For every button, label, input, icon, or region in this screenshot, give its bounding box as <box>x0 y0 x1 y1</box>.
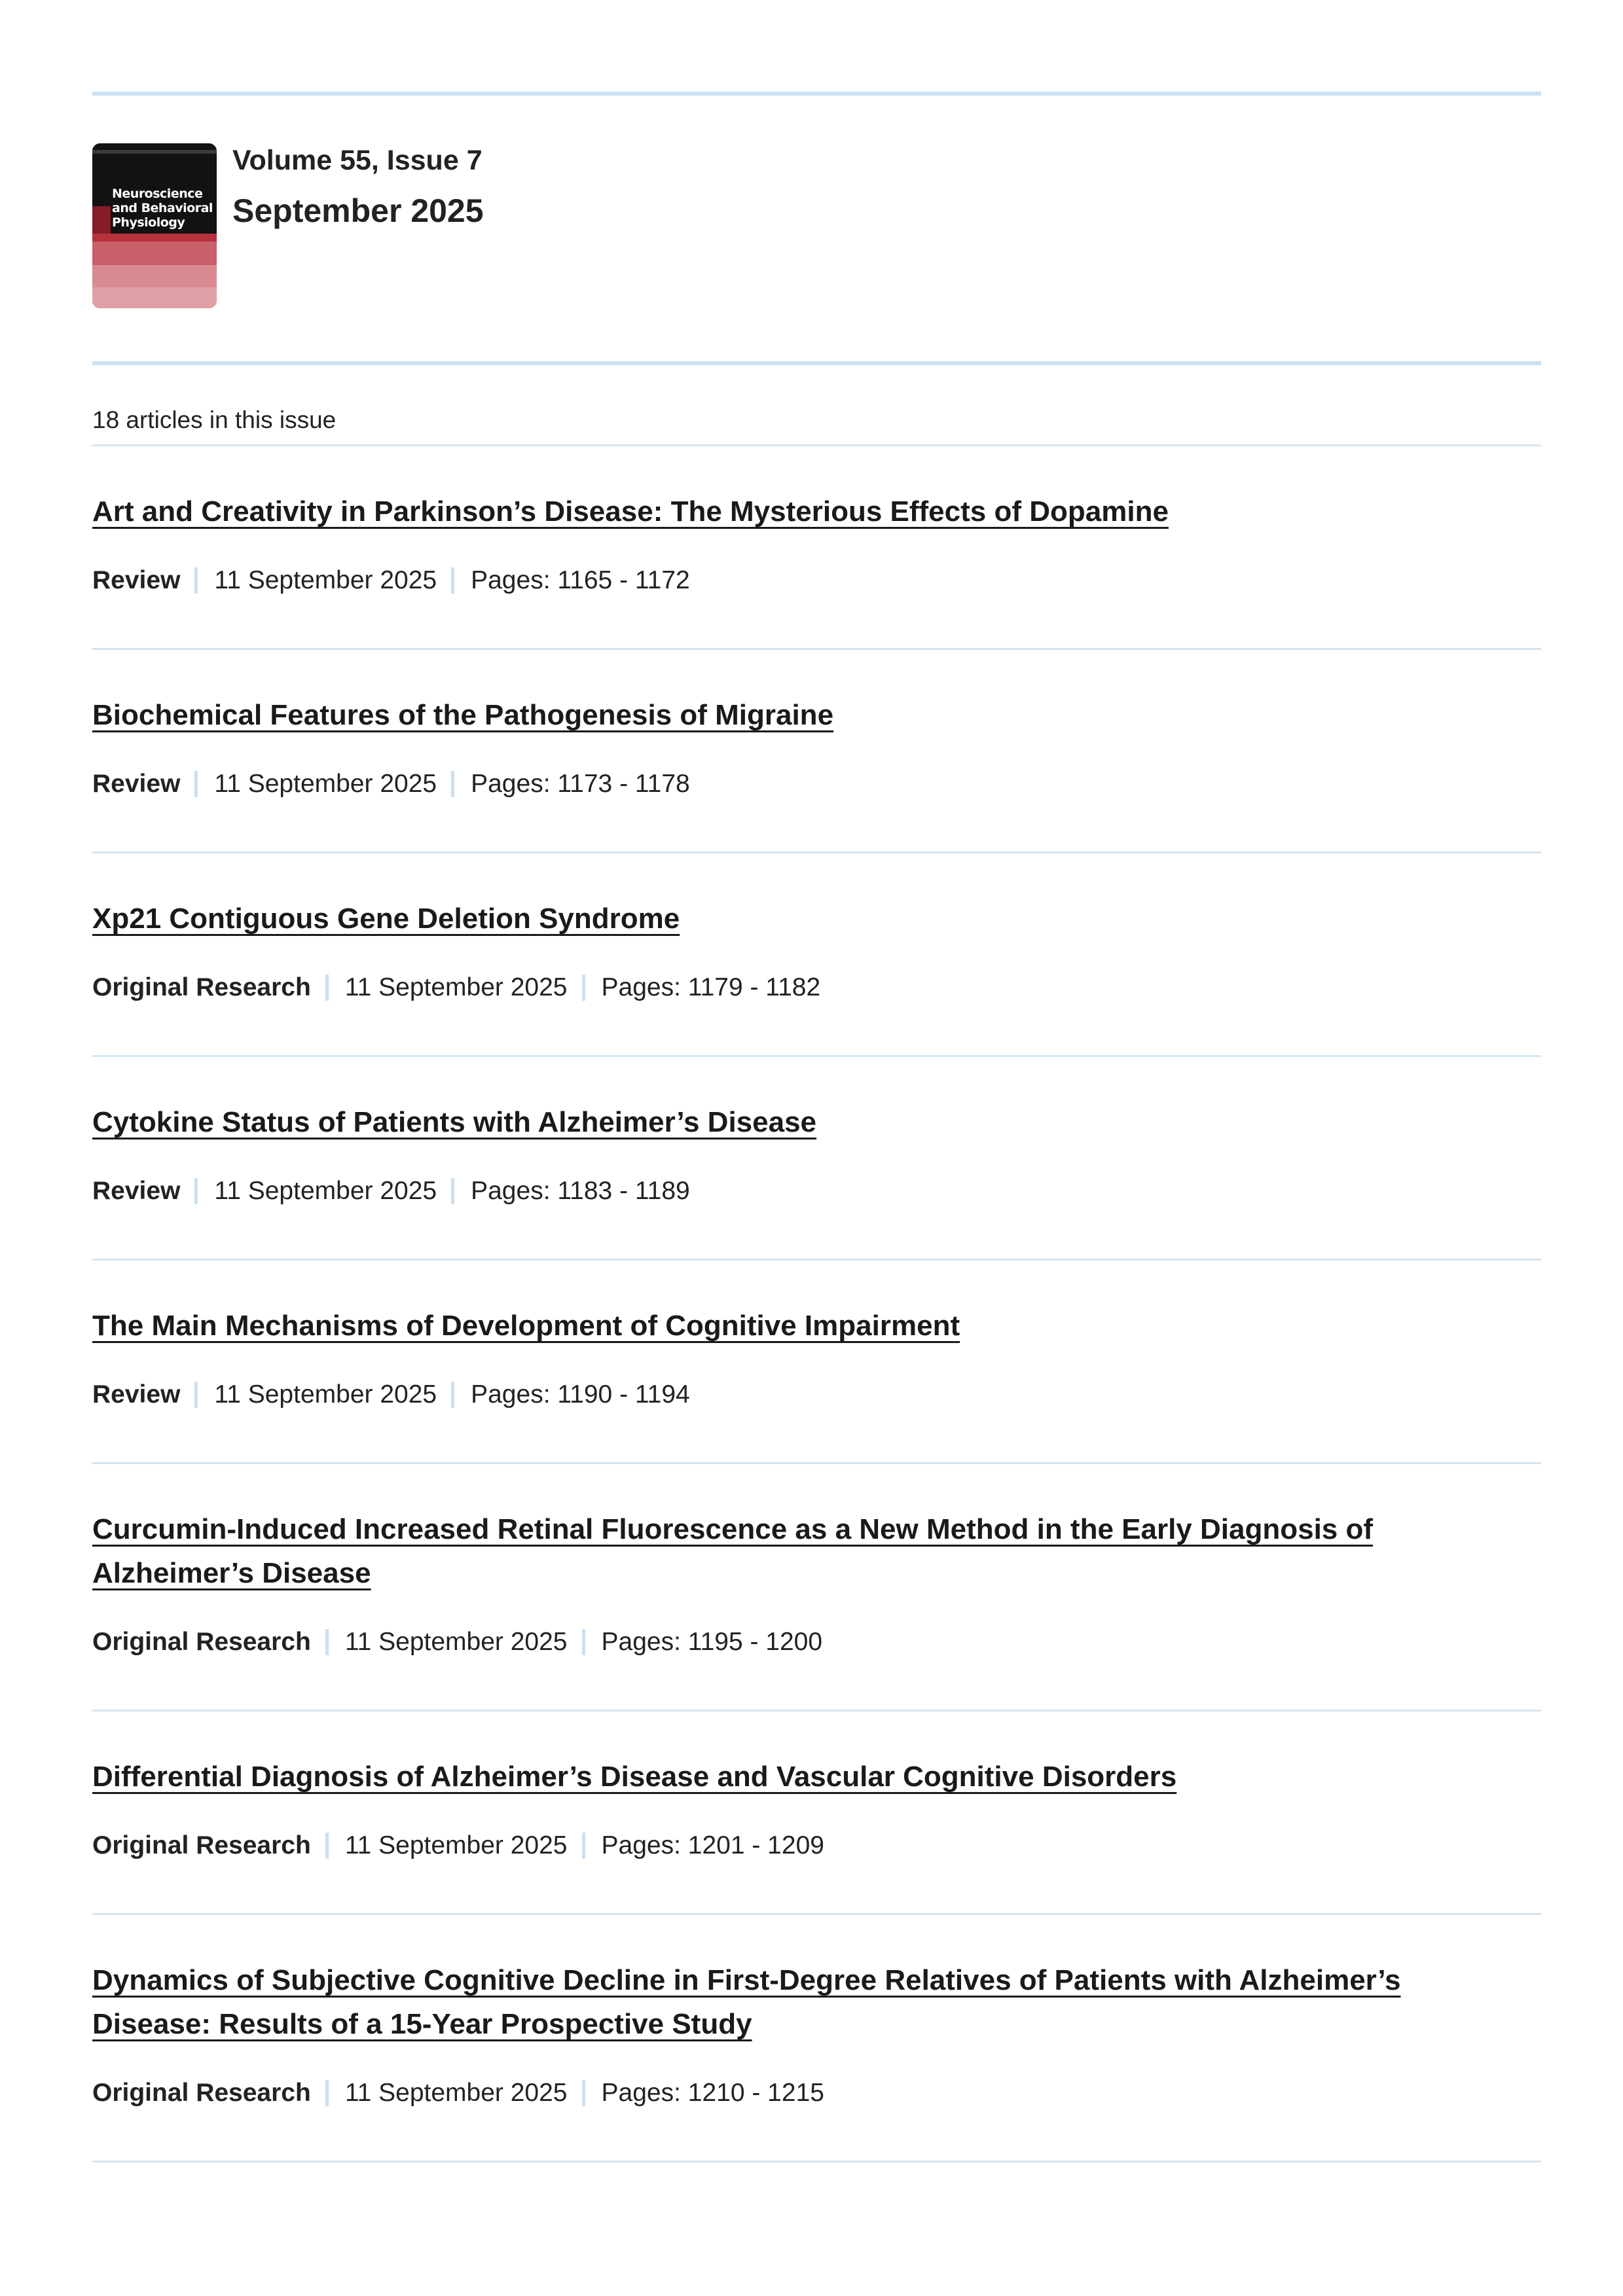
journal-cover-image[interactable] <box>92 143 217 308</box>
list-item <box>92 446 1541 650</box>
cover-journal-name: Neuroscience and Behavioral Physiology <box>112 187 213 230</box>
article-pages: Pages: 1195 - 1200 <box>601 1628 823 1656</box>
meta-separator <box>451 1382 454 1408</box>
meta-separator <box>451 567 454 594</box>
article-date: 11 September 2025 <box>344 973 568 1001</box>
issue-date: September 2025 <box>232 192 484 229</box>
article-pages: Pages: 1190 - 1194 <box>471 1380 690 1408</box>
article-title-link[interactable]: Biochemical Features of the Pathogenesis of Migraine <box>92 699 834 731</box>
article-title-link[interactable]: Cytokine Status of Patients with Alzheimer’s Disease <box>92 1106 817 1138</box>
article-meta <box>92 972 820 1003</box>
article-date: 11 September 2025 <box>344 2079 568 2107</box>
meta-separator <box>325 2080 329 2106</box>
article-count: 18 articles in this issue <box>92 406 337 433</box>
list-item <box>92 1915 1541 2162</box>
issue-volume: Volume 55, Issue 7 <box>232 145 483 176</box>
meta-separator <box>194 567 198 594</box>
issue-header <box>92 96 1541 361</box>
cover-band <box>92 287 217 308</box>
meta-separator <box>582 975 585 1001</box>
meta-separator <box>582 2080 585 2106</box>
article-pages: Pages: 1173 - 1178 <box>471 770 690 798</box>
meta-separator <box>325 1833 329 1859</box>
meta-separator <box>194 1178 198 1204</box>
article-pages: Pages: 1201 - 1209 <box>601 1831 824 1859</box>
meta-separator <box>582 1629 585 1655</box>
article-type: Review <box>92 1380 181 1408</box>
article-date: 11 September 2025 <box>214 770 437 798</box>
article-date: 11 September 2025 <box>344 1628 568 1656</box>
meta-separator <box>194 771 198 797</box>
meta-separator <box>325 975 329 1001</box>
list-item <box>92 1261 1541 1464</box>
article-list <box>92 446 1541 2162</box>
list-item <box>92 1057 1541 1261</box>
article-count-row <box>92 365 1541 446</box>
meta-separator <box>325 1629 329 1655</box>
article-pages: Pages: 1210 - 1215 <box>601 2079 824 2107</box>
article-date: 11 September 2025 <box>214 1380 437 1408</box>
article-title-link[interactable]: Xp21 Contiguous Gene Deletion Syndrome <box>92 903 680 935</box>
article-title-link[interactable]: Dynamics of Subjective Cognitive Decline in First-Degree Relatives of Patients with Alzheimer’s Disease: Results of a 15-Year Prospective Study <box>92 1964 1401 2040</box>
article-meta <box>92 1830 824 1861</box>
article-meta <box>92 1379 690 1410</box>
article-type: Review <box>92 770 181 798</box>
meta-separator <box>451 771 454 797</box>
article-pages: Pages: 1165 - 1172 <box>471 566 690 594</box>
article-type: Original Research <box>92 2079 311 2107</box>
list-item <box>92 1464 1541 1712</box>
article-date: 11 September 2025 <box>214 566 437 594</box>
cover-band <box>92 265 217 287</box>
article-type: Original Research <box>92 1831 311 1859</box>
meta-separator <box>194 1382 198 1408</box>
article-meta <box>92 768 690 800</box>
meta-separator <box>451 1178 454 1204</box>
meta-separator <box>582 1833 585 1859</box>
article-type: Review <box>92 1177 181 1205</box>
cover-top-strip <box>92 150 217 154</box>
article-title-link[interactable]: Differential Diagnosis of Alzheimer’s Disease and Vascular Cognitive Disorders <box>92 1761 1177 1793</box>
article-title-link[interactable]: The Main Mechanisms of Development of Cognitive Impairment <box>92 1310 960 1342</box>
list-item <box>92 1712 1541 1915</box>
article-meta <box>92 565 690 596</box>
article-meta <box>92 1175 690 1207</box>
cover-band <box>92 242 217 265</box>
article-date: 11 September 2025 <box>344 1831 568 1859</box>
article-pages: Pages: 1179 - 1182 <box>601 973 821 1001</box>
article-meta <box>92 1626 822 1658</box>
article-type: Original Research <box>92 973 311 1001</box>
list-item <box>92 650 1541 853</box>
article-title-link[interactable]: Art and Creativity in Parkinson’s Disease: The Mysterious Effects of Dopamine <box>92 495 1169 528</box>
issue-page <box>92 92 1541 2162</box>
article-title-link[interactable]: Curcumin-Induced Increased Retinal Fluorescence as a New Method in the Early Diagnosis of Alzheimer’s Disease <box>92 1513 1374 1589</box>
list-item <box>92 853 1541 1057</box>
cover-band <box>92 234 217 242</box>
article-pages: Pages: 1183 - 1189 <box>471 1177 690 1205</box>
article-date: 11 September 2025 <box>214 1177 437 1205</box>
article-meta <box>92 2077 824 2109</box>
article-type: Original Research <box>92 1628 311 1656</box>
article-type: Review <box>92 566 181 594</box>
